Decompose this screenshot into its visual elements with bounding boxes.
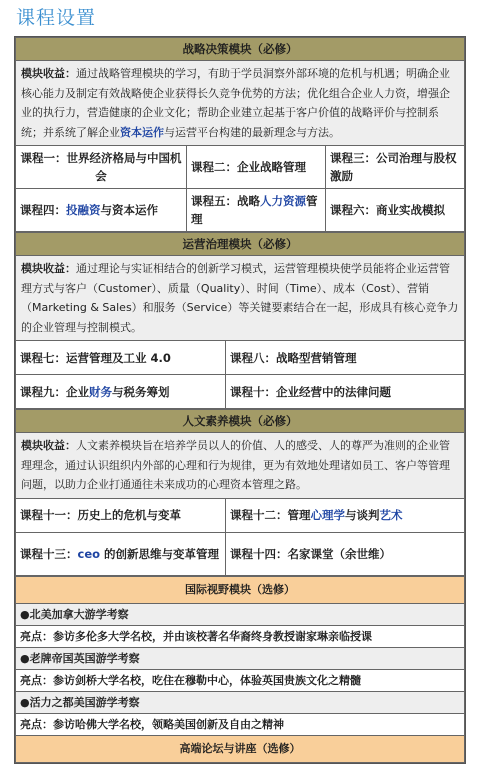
forum-header: 高端论坛与讲座（选修） [16,735,465,762]
tour-title: ●活力之都美国游学考察 [16,691,465,713]
course-8: 课程八：战略型营销管理 [226,341,465,375]
international-module [15,576,465,763]
summary-text: 通过理论与实证相结合的创新学习模式，运营管理模块使学员能将企业运营管理方式与客户（Customer）、质量（Quality）、时间（Time）、成本（Cost）、营销（Marketing & Sales）和服务（Service）等关键要素结合在一起，形成具有核心竞争力的企业管理与控制模式。 [21,262,459,334]
operations-summary [16,256,465,341]
strategy-module [15,37,465,232]
course-9: 课程九：企业财务与税务筹划 [16,375,226,409]
international-header: 国际视野模块（选修） [16,576,465,603]
operations-module [15,232,465,409]
keyword-link[interactable]: 心理学 [310,508,345,522]
course-2: 课程二：企业战略管理 [187,146,326,189]
course-4: 课程四：投融资与资本运作 [16,189,187,232]
course-14: 课程十四：名家课堂（余世维） [226,532,465,575]
summary-text: 人文素养模块旨在培养学员以人的价值、人的感受、人的尊严为准则的企业管理理念，通过认识组织内外部的心理和行为规律，更为有效地处理诸如员工、客户等管理问题，以助力企业打通通往未来成功的心理资本管理之路。 [21,439,450,491]
strategy-header: 战略决策模块（必修） [16,38,465,61]
tour-highlight: 亮点：参访多伦多大学名校，并由该校著名华裔终身教授谢家琳亲临授课 [16,625,465,647]
course-6: 课程六：商业实战模拟 [326,189,465,232]
course-11: 课程十一：历史上的危机与变革 [16,498,226,532]
summary-text: 通过战略管理模块的学习，有助于学员洞察外部环境的危机与机遇；明确企业核心能力及制定有效战略使企业获得长久竞争优势的方法；优化组合企业人力资，增强企业的执行力，营造健康的企业文化；帮助企业建立起基于客户价值的战略评价与控制系统；并系统了解企业 [21,67,450,139]
humanities-header: 人文素养模块（必修） [16,410,465,433]
summary-label: 模块收益： [21,262,76,275]
course-10: 课程十：企业经营中的法律问题 [226,375,465,409]
keyword-link[interactable]: ceo [77,546,101,561]
summary-label: 模块收益： [21,439,76,452]
course-5: 课程五：战略人力资源管理 [187,189,326,232]
summary-label: 模块收益： [21,67,76,80]
keyword-link[interactable]: 财务 [89,384,112,399]
keyword-link[interactable]: 艺术 [379,508,403,522]
keyword-link[interactable]: 资本运作 [120,125,164,139]
course-7: 课程七：运营管理及工业 4.0 [16,341,226,375]
course-table [14,36,466,764]
tour-title: ●老牌帝国英国游学考察 [16,647,465,669]
tour-title: ●北美加拿大游学考察 [16,603,465,625]
summary-text: 与运营平台构建的最新理念与方法。 [164,125,340,139]
tour-highlight: 亮点：参访哈佛大学名校，领略美国创新及自由之精神 [16,713,465,735]
course-3: 课程三：公司治理与股权激励 [326,146,465,189]
operations-header: 运营治理模块（必修） [16,233,465,256]
course-1: 课程一：世界经济格局与中国机会 [16,146,187,189]
humanities-module [15,409,465,576]
course-13: 课程十三：ceo 的创新思维与变革管理 [16,532,226,575]
course-12: 课程十二：管理心理学与谈判艺术 [226,498,465,532]
strategy-summary [16,61,465,146]
tour-highlight: 亮点：参访剑桥大学名校，吃住在穆勒中心，体验英国贵族文化之精髓 [16,669,465,691]
humanities-summary [16,433,465,499]
keyword-link[interactable]: 人力资源 [260,194,306,208]
page-title: 课程设置 [16,7,97,29]
keyword-link[interactable]: 投融资 [66,203,101,217]
